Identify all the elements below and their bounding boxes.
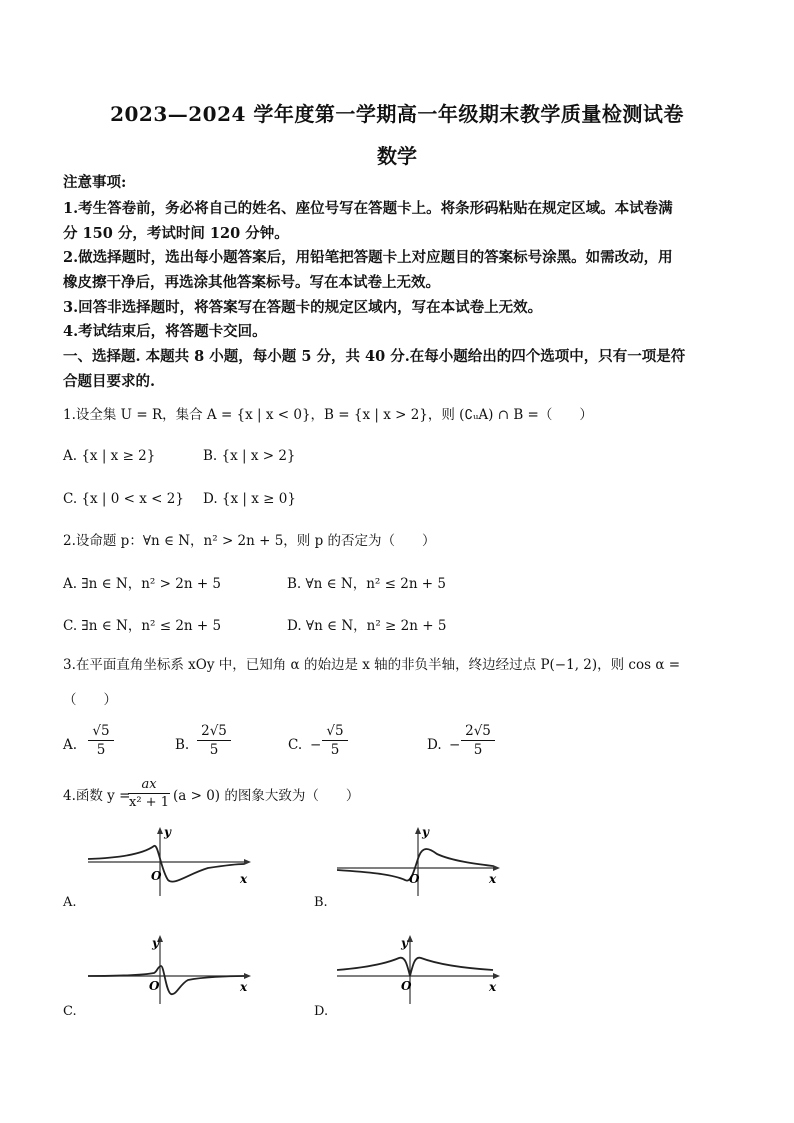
graph-a-origin-label: O (151, 869, 162, 883)
q1-stem: 1.设全集 U = R，集合 A = {x | x < 0}，B = {x | x > 2}，则 (∁ᵤA) ∩ B =（ ） (63, 407, 593, 423)
q3-stem: 3.在平面直角坐标系 xOy 中，已知角 α 的始边是 x 轴的非负半轴，终边经过点 P(−1, 2)，则 cos α = (63, 657, 681, 673)
q4-option-a-label: A. (63, 895, 77, 910)
graph-b-origin-label: O (409, 872, 420, 886)
graph-d-x-label: x (489, 980, 497, 994)
q3-option-c-denominator: 5 (330, 742, 340, 758)
q3-option-b-label: B. (175, 737, 190, 753)
q4-option-b-label: B. (314, 895, 328, 910)
graph-a-y-label: y (164, 826, 171, 839)
graph-a-x-label: x (240, 872, 248, 886)
note-2-line-1: 2.做选择题时，选出每小题答案后，用铅笔把答题卡上对应题目的答案标号涂黑。如需改动，用 (63, 249, 673, 266)
note-1-line-1: 1.考生答卷前，务必将自己的姓名、座位号写在答题卡上。将条形码粘贴在规定区域。本试卷满 (63, 200, 673, 217)
note-2-line-2: 橡皮擦干净后，再选涂其他答案标号。写在本试卷上无效。 (63, 274, 440, 291)
q3-option-d-numerator: 2√5 (461, 722, 495, 741)
q3-option-d-sign: − (449, 737, 461, 753)
q2-option-d: D. ∀n ∈ N，n² ≥ 2n + 5 (287, 618, 447, 634)
graph-option-b (337, 826, 507, 896)
q3-paren: （ ） (63, 692, 117, 708)
q3-option-d-fraction (461, 722, 495, 759)
q4-fraction-denominator: x² + 1 (129, 795, 169, 810)
graph-option-a (88, 826, 258, 896)
q1-option-d: D. {x | x ≥ 0} (203, 491, 296, 507)
graph-a-y-arrow (157, 827, 163, 834)
graph-c-origin-label: O (149, 979, 160, 993)
q3-option-d-denominator: 5 (473, 742, 483, 758)
q3-option-a-label: A. (63, 737, 78, 753)
graph-b-y-label: y (422, 826, 429, 839)
q3-option-b-fraction (197, 722, 231, 759)
q3-option-d-label: D. (427, 737, 442, 753)
q4-fraction (128, 776, 170, 811)
q3-option-c-numerator: √5 (322, 722, 348, 741)
graph-d-x-arrow (493, 973, 500, 979)
notes-heading: 注意事项: (63, 174, 127, 191)
graph-d-curve (337, 958, 493, 976)
q4-option-c-label: C. (63, 1004, 77, 1019)
q1-option-b: B. {x | x > 2} (203, 448, 296, 464)
q4-prefix: 4.函数 y = (63, 788, 131, 804)
graph-d-origin-label: O (401, 979, 412, 993)
q2-option-a: A. ∃n ∈ N，n² > 2n + 5 (63, 576, 222, 592)
q3-option-c-fraction (322, 722, 348, 759)
subject-title: 数学 (377, 144, 417, 168)
note-1-line-2: 分 150 分，考试时间 120 分钟。 (63, 225, 289, 242)
section-1-line-2: 合题目要求的. (63, 373, 156, 390)
graph-c-x-label: x (240, 980, 248, 994)
q1-option-c: C. {x | 0 < x < 2} (63, 491, 184, 507)
q4-suffix: (a > 0) 的图象大致为（ ） (173, 788, 360, 804)
q3-option-c-label: C. (288, 737, 303, 753)
q3-option-b-denominator: 5 (209, 742, 219, 758)
graph-c-curve (88, 966, 244, 994)
q3-option-b-numerator: 2√5 (197, 722, 231, 741)
q2-option-b: B. ∀n ∈ N，n² ≤ 2n + 5 (287, 576, 447, 592)
note-3: 3.回答非选择题时，将答案写在答题卡的规定区域内，写在本试卷上无效。 (63, 299, 543, 316)
q2-stem: 2.设命题 p：∀n ∈ N，n² > 2n + 5，则 p 的否定为（ ） (63, 533, 436, 549)
q3-option-a-numerator: √5 (88, 722, 114, 741)
graph-b-x-label: x (489, 872, 497, 886)
graph-option-c (88, 934, 258, 1004)
graph-c-y-label: y (152, 936, 159, 950)
q3-option-a-fraction (88, 722, 114, 759)
q1-option-a: A. {x | x ≥ 2} (63, 448, 156, 464)
q4-fraction-numerator: ax (128, 776, 170, 794)
graph-c-x-arrow (244, 973, 251, 979)
graph-a-x-arrow (244, 859, 251, 865)
section-1-line-1: 一、选择题. 本题共 8 小题，每小题 5 分，共 40 分.在每小题给出的四个选项中，只有一项是符 (63, 348, 686, 365)
note-4: 4.考试结束后，将答题卡交回。 (63, 323, 267, 340)
graph-a-curve (88, 846, 244, 882)
q3-option-a-denominator: 5 (96, 742, 106, 758)
q4-option-d-label: D. (314, 1004, 329, 1019)
exam-title: 2023—2024 学年度第一学期高一年级期末教学质量检测试卷 (110, 102, 684, 126)
graph-option-d (337, 934, 507, 1004)
q2-option-c: C. ∃n ∈ N，n² ≤ 2n + 5 (63, 618, 222, 634)
graph-d-y-label: y (401, 936, 408, 950)
graph-b-x-arrow (493, 865, 500, 871)
q3-option-c-sign: − (310, 737, 322, 753)
graph-b-y-arrow (415, 827, 421, 834)
